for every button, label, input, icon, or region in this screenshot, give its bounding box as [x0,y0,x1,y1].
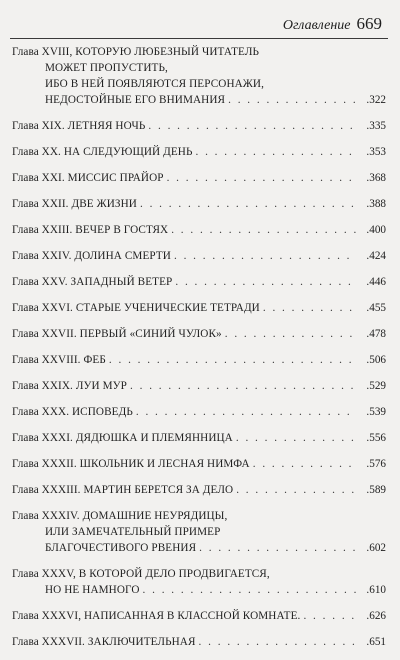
chapter-page-number: .529 [366,380,386,392]
toc-entry-line [12,144,386,160]
dot-leader [167,170,357,186]
toc-entry-line [12,196,386,212]
toc-entry-line [12,378,386,394]
toc-entry [12,404,386,420]
dot-leader [130,378,357,394]
chapter-title: Глава XXV. ЗАПАДНЫЙ ВЕТЕР [12,276,173,288]
toc-entry [12,608,386,624]
dot-leader [228,92,357,108]
dot-leader [148,118,357,134]
dot-leader [143,582,358,598]
chapter-title: Глава XVIII, КОТОРУЮ ЛЮБЕЗНЫЙ ЧИТАТЕЛЬ [12,46,260,58]
dot-leader [199,634,357,650]
chapter-page-number: .539 [366,406,386,418]
chapter-title: МОЖЕТ ПРОПУСТИТЬ, [45,62,168,74]
chapter-page-number: .353 [366,146,386,158]
toc-entry-line [12,608,386,624]
toc-entry [12,482,386,498]
toc-entry [12,196,386,212]
chapter-page-number: .626 [366,610,386,622]
toc-entry-line [12,326,386,342]
dot-leader [303,608,357,624]
chapter-page-number: .506 [366,354,386,366]
toc-entry-line [12,274,386,290]
toc-entry-line [12,582,386,598]
chapter-title: Глава XXXVII. ЗАКЛЮЧИТЕЛЬНАЯ [12,636,196,648]
chapter-title: Глава XXVI. СТАРЫЕ УЧЕНИЧЕСКИЕ ТЕТРАДИ [12,302,260,314]
chapter-title: Глава XXXVI, НАПИСАННАЯ В КЛАССНОЙ КОМНАТЕ. [12,610,301,622]
section-title: Оглавление [282,18,351,33]
toc-entry-line [12,524,386,540]
chapter-page-number: .335 [366,120,386,132]
chapter-title: Глава XIX. ЛЕТНЯЯ НОЧЬ [12,120,146,132]
dot-leader [136,404,357,420]
dot-leader [175,274,357,290]
chapter-page-number: .556 [366,432,386,444]
chapter-title: Глава XXX. ИСПОВЕДЬ [12,406,133,418]
toc-entry [12,44,386,108]
page-number: 669 [356,14,382,33]
toc-entry [12,508,386,556]
toc-entry [12,566,386,598]
chapter-title: Глава XXIII. ВЕЧЕР В ГОСТЯХ [12,224,169,236]
dot-leader [263,300,357,316]
toc-entry [12,300,386,316]
toc-entry-line [12,76,386,92]
chapter-title: Глава XX. НА СЛЕДУЮЩИЙ ДЕНЬ [12,146,193,158]
toc-entry [12,352,386,368]
chapter-page-number: .651 [366,636,386,648]
dot-leader [140,196,357,212]
chapter-title: Глава XXIV. ДОЛИНА СМЕРТИ [12,250,171,262]
chapter-title: Глава XXIX. ЛУИ МУР [12,380,128,392]
toc-entry-line [12,118,386,134]
chapter-title: Глава XXXII. ШКОЛЬНИК И ЛЕСНАЯ НИМФА [12,458,250,470]
header-rule [10,38,388,39]
chapter-title: Глава XXII. ДВЕ ЖИЗНИ [12,198,137,210]
toc-entry-line [12,430,386,446]
toc-entry [12,326,386,342]
toc-entry-line [12,222,386,238]
chapter-title: НЕДОСТОЙНЫЕ ЕГО ВНИМАНИЯ [45,94,226,106]
dot-leader [109,352,357,368]
chapter-page-number: .322 [366,94,386,106]
chapter-title: Глава XXXV, В КОТОРОЙ ДЕЛО ПРОДВИГАЕТСЯ, [12,568,270,580]
chapter-page-number: .424 [366,250,386,262]
toc-entry-line [12,456,386,472]
chapter-title: Глава XXXIV. ДОМАШНИЕ НЕУРЯДИЦЫ, [12,510,228,522]
toc-entry [12,274,386,290]
dot-leader [199,540,357,556]
toc-entry [12,634,386,650]
chapter-title: ИБО В НЕЙ ПОЯВЛЯЮТСЯ ПЕРСОНАЖИ, [45,78,264,90]
toc-entry-line [12,92,386,108]
chapter-title: НО НЕ НАМНОГО [45,584,140,596]
toc-entry-line [12,634,386,650]
toc-entry-line [12,508,386,524]
toc-entry [12,456,386,472]
toc-entry-line [12,60,386,76]
chapter-page-number: .400 [366,224,386,236]
running-header [283,14,382,34]
dot-leader [195,144,357,160]
toc-entry [12,248,386,264]
toc-entry-line [12,566,386,582]
dot-leader [236,430,357,446]
chapter-title: Глава XXI. МИССИС ПРАЙОР [12,172,164,184]
chapter-title: Глава XXVIII. ФЕБ [12,354,106,366]
toc-entry [12,170,386,186]
toc-entry-line [12,248,386,264]
toc-entry-line [12,482,386,498]
toc-entry-line [12,300,386,316]
dot-leader [236,482,357,498]
chapter-title: БЛАГОЧЕСТИВОГО РВЕНИЯ [45,542,197,554]
dot-leader [225,326,357,342]
toc-entry-line [12,170,386,186]
chapter-page-number: .368 [366,172,386,184]
chapter-page-number: .602 [366,542,386,554]
chapter-page-number: .610 [366,584,386,596]
toc-entry [12,144,386,160]
chapter-title: ИЛИ ЗАМЕЧАТЕЛЬНЫЙ ПРИМЕР [45,526,221,538]
chapter-page-number: .478 [366,328,386,340]
toc-entry [12,118,386,134]
chapter-page-number: .446 [366,276,386,288]
dot-leader [171,222,357,238]
chapter-title: Глава XXXIII. МАРТИН БЕРЕТСЯ ЗА ДЕЛО [12,484,234,496]
table-of-contents [12,44,386,660]
dot-leader [174,248,357,264]
chapter-page-number: .388 [366,198,386,210]
dot-leader [253,456,357,472]
chapter-page-number: .455 [366,302,386,314]
toc-entry-line [12,44,386,60]
toc-entry [12,430,386,446]
chapter-title: Глава XXXI. ДЯДЮШКА И ПЛЕМЯННИЦА [12,432,233,444]
toc-entry-line [12,404,386,420]
chapter-page-number: .576 [366,458,386,470]
chapter-page-number: .589 [366,484,386,496]
toc-entry [12,222,386,238]
toc-entry [12,378,386,394]
toc-entry-line [12,540,386,556]
chapter-title: Глава XXVII. ПЕРВЫЙ «СИНИЙ ЧУЛОК» [12,328,222,340]
toc-entry-line [12,352,386,368]
